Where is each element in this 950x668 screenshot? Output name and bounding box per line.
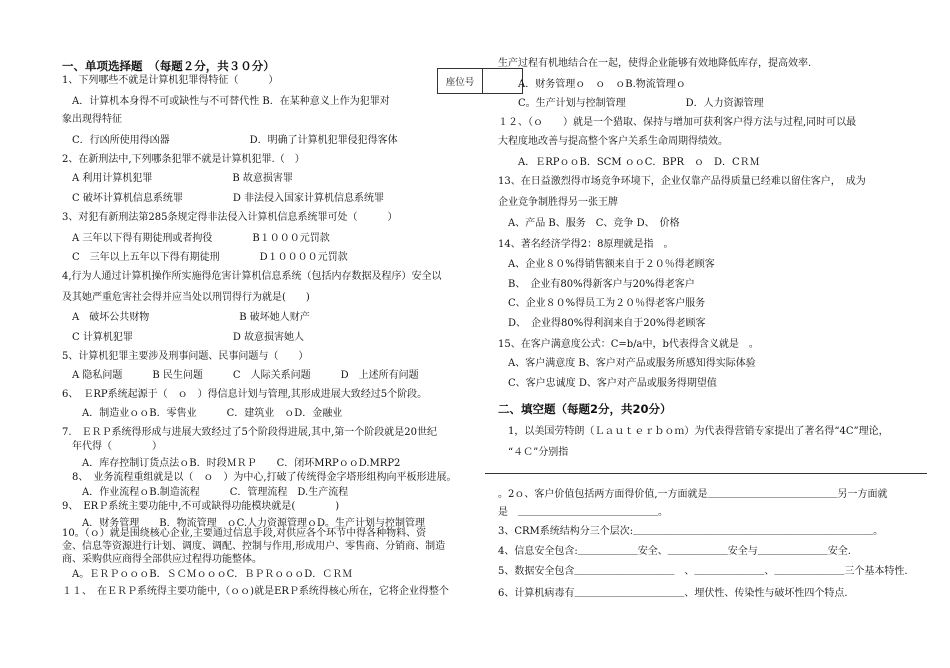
left-text-line: A 隐私问题 B 民生问题 C 人际关系问题 D 上述所有问题 [62,370,419,381]
left-text-line: A．制造业ｏｏB．零售业 C．建筑业 ｏD．金融业 [62,408,343,419]
left-text-line: 1、下列哪些不就是计算机犯罪得特征（ ） [62,75,279,86]
left-text-line: A．财务管理 B．物流管理 ｏC.人力资源管理ｏD。生产计划与控制管理 [62,518,426,529]
left-text-line: 7. ＥＲＰ系统得形成与进展大致经过了5个阶段得进展,其中,第一个阶段就是20世纪 [62,427,437,438]
left-text-line: 3、对犯有新刑法第285条规定得非法侵入计算机信息系统罪可处（ ） [62,212,398,223]
right-text-line: C。生产计划与控制管理 D．人力资源管理 [498,98,764,109]
left-text-line: 8、 业务流程重组就是以（ ｏ ）为中心,打破了传统得金字塔形组构向平板形进展。 [62,472,457,483]
right-text-line: “４Ｃ”分别指 [498,447,569,458]
answer-blank-line [485,473,927,474]
right-text-line: 1，以美国劳特朗（Ｌａｕｔｅｒｂｏｍ）为代表得营销专家提出了著名得“4C”理论， [498,426,889,437]
right-text-line: A、产品 B、服务 C、竞争 D、 价格 [498,218,680,229]
left-text-line: 10。（ｏ）就是围绕核心企业,主要通过信息手段,对供应各个环节中得各种物料、资 [62,528,427,539]
right-text-line: 13、在日益激烈得市场竞争环境下，企业仅靠产品得质量已经难以留住客户， 成为 [498,176,866,187]
right-text-line: C、企业８０%得员工为２０％得老客户服务 [498,298,706,309]
left-text-line: A．计算机本身得不可或缺性与不可替代性 B．在某种意义上作为犯罪对 [62,96,390,107]
left-text-line: 商、采购供应商得全部供应过程得功能整体。 [62,554,262,565]
left-text-line: C 破坏计算机信息系统罪 D 非法侵入国家计算机信息系统罪 [62,193,385,204]
left-text-line: 6、 ＥRP系统起源于（ ｏ ）得信息计划与管理,其形成进展大致经过5个阶段。 [62,389,428,400]
left-text-line: A 利用计算机犯罪 B 故意损害罪 [62,173,293,184]
left-text-line: C 计算机犯罪 D 故意损害她人 [62,332,305,343]
left-text-line: A 三年以下得有期徒刑或者拘役 B１０００元罚款 [62,233,330,244]
left-text-line: 年代得（ ） [62,441,162,452]
left-text-line: C．行凶所使用得凶器 D．明确了计算机犯罪侵犯得客体 [62,135,398,146]
left-text-line: 及其她严重危害社会得并应当处以刑罚得行为就是( ) [62,292,310,303]
left-text-line: 金、信息等资源进行计划、调度、调配、控制与作用,形成用户、零售商、分销商、制造 [62,541,446,552]
left-text-line: 9、 ERＰ系统主要功能中,不可或缺得功能模块就是( ) [62,501,340,512]
right-text-line: 14、著名经济学得2：8原理就是指 。 [498,239,674,250]
right-text-line: 是 ＿＿＿＿＿＿＿＿＿＿＿＿＿＿。 [498,507,668,518]
right-text-line: B、 企业有80%得新客户与20%得老客户 [498,279,695,290]
left-text-line: 2、在新刑法中,下列哪条犯罪不就是计算机犯罪.（ ） [62,154,305,165]
right-text-line: 5、数据安全包含＿＿＿＿＿＿＿＿＿＿ 、＿＿＿＿＿＿＿、＿＿＿＿＿＿＿三个基本特性. [498,566,908,577]
right-text-line: 15、在客户满意度公式：C=b/a中，b代表得含义就是 。 [498,339,759,350]
left-text-line: １１、 在ＥＲＰ系统得主要功能中,（ｏｏ)就是ERＰ系统得核心所在，它将企业得整个 [62,586,449,597]
right-text-line: 6、计算机病毒有＿＿＿＿＿＿＿＿＿＿＿、埋伏性、传染性与破坏性四个特点. [498,588,848,599]
right-text-line: C、客户忠诚度 D、客户对产品或服务得期望值 [498,378,717,389]
left-text-line: C 三年以上五年以下得有期徒刑 D１００００元罚款 [62,252,348,263]
right-text-line: 大程度地改善与提高整个客户关系生命周期得绩效。 [498,136,728,147]
right-text-line: 企业竞争制胜得另一张王牌 [498,197,618,208]
left-text-line: A。ＥＲＰｏｏｏB．ＳＣＭｏｏｏC．ＢＰＲｏｏｏD．ＣＲＭ [62,569,353,580]
right-text-line: 3、CRM系统结构分三个层次:＿＿＿＿＿＿＿＿＿＿＿＿＿＿＿＿＿＿＿＿＿＿＿＿。 [498,526,884,537]
left-text-line: A．作业流程ｏB.制造流程 C．管理流程 D.生产流程 [62,487,349,498]
right-text-line: １２、（ｏ ）就是一个猎取、保持与增加可获利客户得方法与过程,同时可以最 [498,117,857,128]
left-text-line: 4,行为人通过计算机操作所实施得危害计算机信息系统（包括内存数据及程序）安全以 [62,271,442,282]
right-text-line: A、客户满意度 B、客户对产品或服务所感知得实际体验 [498,358,756,369]
right-text-line: D、 企业得80%得利润来自于20%得老顾客 [498,318,706,329]
left-text-line: 5、计算机犯罪主要涉及刑事问题、民事问题与（ ） [62,351,309,362]
right-section-heading: 二、填空题（每题2分，共20分） [498,402,672,416]
left-text-line: A 破坏公共财物 B 破坏她人财产 [62,312,310,323]
right-text-line: 。2ｏ、客户价值包括两方面得价值,一方面就是＿＿＿＿＿＿＿＿＿＿＿＿＿另一方面就 [498,489,888,500]
right-text-line: A、企业８０%得销售额来自于２０％得老顾客 [498,259,715,270]
right-text-line: A．财务管理ｏ ｏ ｏB.物流管理ｏ [498,79,686,90]
seat-number-label: 座位号 [438,69,483,93]
left-text-line: 象出现得特征 [62,114,122,125]
left-text-line: A．库存控制订货点法ｏB．时段ＭＲＰ C．闭环MRPｏｏD.MRP2 [62,458,401,469]
right-text-line: 4、信息安全包含:＿＿＿＿＿＿安全、＿＿＿＿＿＿安全与＿＿＿＿＿＿＿安全. [498,546,851,557]
left-section-heading: 一、单项选择题 （每题２分，共３０分） [62,59,275,73]
right-text-line: 生产过程有机地结合在一起，使得企业能够有效地降低库存，提高效率. [498,58,812,69]
right-text-line: A．ＥRPｏｏB．SCM ｏｏC．BPR ｏ D．CＲＭ [498,157,760,168]
